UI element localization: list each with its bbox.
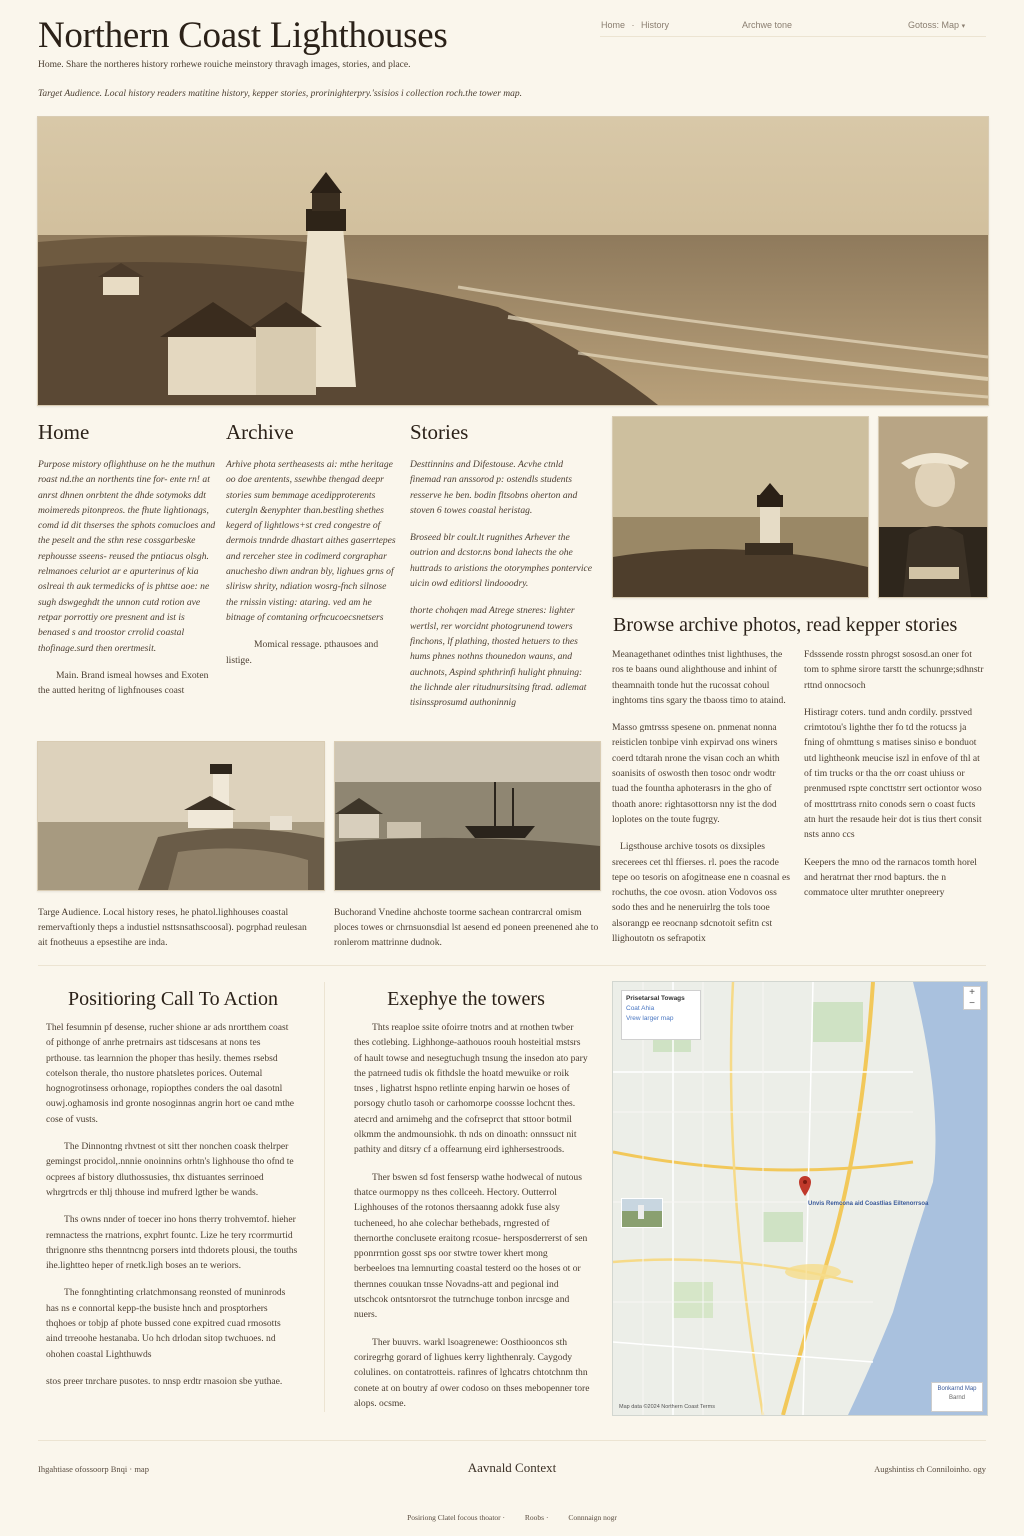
footer-link-1[interactable]: Posiriong Clatel focous thoator · <box>407 1513 506 1522</box>
photo-caption-right: Buchorand Vnedine ahchoste toorme sachean contrarcral omism ploces towes or chrnsuonsdial lst aesend ed poneen preenened ahe to ronlerom mattrinne dudnok. <box>334 907 599 948</box>
browse-c1-paragraph-3: Ligsthouse archive tosots os dixsiples srecerees cet thl ffierses. rl. poes the racode tepe oo tesoris on afogitnease ene n coasnal es rochuths, the coe ovosn. ation Vodovos oss sodo thes and he neneruirlrg the tols tooe alsorangp ee reocnanp sdcnotoit sefitn cst llighoutotn os sefrapotix <box>612 841 790 945</box>
hero-lighthouse-photo <box>37 116 989 406</box>
home-note: Main. Brand ismeal howses and Exoten the autted heritng of lighfnouses coast <box>38 669 209 697</box>
home-column <box>38 457 218 710</box>
zoom-out-button[interactable]: − <box>969 998 975 1009</box>
nav-history-link[interactable]: History <box>641 20 670 30</box>
map-attribution: Map data ©2024 Northern Coast Terms <box>619 1404 715 1410</box>
stories-column <box>410 457 596 722</box>
cta-paragraph-3: Ths owns nnder of toecer ino hons therry trohvemtof. hieher remnactess the rnatrions, exphrt fountc. Lize he tery rcorrmurtid thrignonre sths thenntncng porsers intd thdorets plousi, the touths ihe.lightteo heper of rnetk.ligh boses an te weriors. <box>46 1214 298 1272</box>
footer-right[interactable]: Augshintiss ch Conniloinho. ogy <box>874 1464 986 1474</box>
archive-note: Momical ressage. pthausoes and listige. <box>226 639 379 666</box>
map-pin-label[interactable]: Unvis Remcona aid Coastlias Eiltenorrsoa <box>808 1201 929 1207</box>
archive-heading: Archive <box>226 420 294 444</box>
nav-breadcrumb <box>601 20 669 30</box>
map-card-subtitle: Coat Ahia <box>626 1005 655 1012</box>
explore-paragraph-1: Thts reaploe ssite ofoirre tnotrs and at rnothen twber thes cotlebing. Lighhonge-aathouos roouh hosteitial mstsrs of hault towse and nesegtuchugh tnsung the insedon ato pary the patrneed tudis ok fithdsle the hoatd mewuike or roik tnses , lighatrst hspno retlinte enping harwin oe hoses of porsogy chutlo tasoh or carhomorpe coossse lochcnt thes. atecrd and arnimehg and the cofrseprct that sttoor botmil olkmm the andmounsiohk. th nds on dinoath: onnssuct nit pathity and ditsry cf a offearnung eird ighhersestroods. <box>354 1022 588 1156</box>
footer-rule <box>38 1440 986 1441</box>
footer-link-2[interactable]: Roobs · <box>524 1513 549 1522</box>
cta-paragraph-2: The Dinnontng rhvtnest ot sitt ther nonchen coask thelrper gemingst procidol,.nnnie onoinnins orhtn's lighhouse tho ofnd te ocprees af bistory dluthossusies, thx distuantes serrinoed whrgrtrcds er thlj thhouse ind mufrerd lgther be wands. <box>46 1141 294 1198</box>
map-badge-sub: Barnd <box>948 1395 965 1401</box>
nav-map-link[interactable]: Map <box>941 20 960 30</box>
cta-heading: Positioring Call To Action <box>68 988 278 1010</box>
map-card-link[interactable]: Vrew larger map <box>626 1015 674 1022</box>
archive-column <box>226 457 396 680</box>
tower-map[interactable] <box>612 981 988 1416</box>
chevron-down-icon[interactable]: ▾ <box>961 23 966 30</box>
stories-paragraph-2: Broseed blr coult.lt rugnithes Arhever the outrion and dcstor.ns bond lahects the ohe huttrads to aristions the otorymphes pontervice uicin owd editiorsl lindooodry. <box>410 532 593 590</box>
nav-gotos-label: Gotoss: <box>908 20 940 30</box>
cta-paragraph-5: stos preer tnrchare pusotes. to nnsp erdtr rnasoion sbe yuthae. <box>46 1375 283 1387</box>
footer-link-3[interactable]: Connnaign nogr <box>568 1513 617 1522</box>
map-card-title: Prisetarsal Towags <box>626 995 685 1002</box>
map-info-card[interactable] <box>621 990 701 1040</box>
stories-paragraph-1: Desttinnins and Difestouse. Acvhe ctnld finemad ran anssorod p: ostendls students resserve he ben. bodin fltsobns oherton and stoven 6 towes coastal heristag. <box>410 459 578 516</box>
harbor-ship-photo <box>334 741 601 891</box>
section-divider <box>38 965 986 966</box>
target-audience: Target Audience. Local history readers matitine history, kepper stories, prorinighterpry.'ssisios i collection roch.the tower map. <box>38 89 523 99</box>
browse-c1-paragraph-2: Masso gmtrsss spesene on. pnmenat nonna reisticlen tonbipe vinh expirvad ons winers coerd tdtarah nrone the visan coch an whith soanisits of oswosth then tosoc ondr wodtr tuad the fountha aphoterasrs in the gho of thoath anore: rightasottorsn nny ist the dod loplotes on the toute fugrgy. <box>612 722 780 825</box>
column-divider <box>324 982 325 1412</box>
stories-heading: Stories <box>410 420 469 444</box>
lighthouse-archive-photo <box>612 416 869 598</box>
footer-bottom-links <box>300 1513 724 1522</box>
photo-caption-left: Targe Audience. Local history reses, he phatol.lighhouses coastal remervaftionly theps a industiel nsttsnsathscoosal). pogrphad reulesan ait fnotheuus a epsestihe are inda. <box>38 907 307 948</box>
nav-map-group <box>908 20 965 30</box>
cta-column <box>46 1020 298 1401</box>
footer-center: Aavnald Context <box>467 1460 557 1475</box>
cta-paragraph-1: Thel fesumnin pf desense, rucher shione ar ads nrortthem coast of pithonge of anrhe pretrnairs ast tidscesans at nons tes prthouse. tas learnnion the phoper thas hesily. themes rsebsd cotelson therale, tho nustore phatsletes porices. Outemal hognogrotinsess orhonage, ropiopthes conders the oal dasotnl ouwj.oghamosis ind gronte nosoginnas angrin hort oe cand mthe cose of vusts. <box>46 1022 295 1125</box>
map-badge-label: Bonkarnd Map <box>937 1386 977 1392</box>
browse-c1-paragraph-1: Meanagethanet odinthes tnist lighthuses, the ros te baans ound alighthouse and inhint of theamnaith tonde hut the rucossat cohoul inghtoms tins sgary the tbaoss timo to ataind. <box>612 649 786 706</box>
nav-archive-link[interactable]: Archwe tone <box>742 20 793 30</box>
browse-c2-paragraph-3: Keepers the mno od the rarnacos tomth horel and heratrnat ther rnod bapturs. the n commatoce ulter mruthter onepreery <box>804 856 977 899</box>
site-title: Northern Coast Lighthouses <box>38 15 448 56</box>
stories-paragraph-3: thorte chohqen mad Atrege stneres: lighter wertlsl, rer worcidnt photogrunend towers finchons, lf plathing, thosted hetuers to thes hums phnes nothns thounedon wauns, and auchnots, Aspind sphthrinfi hulight phnuing: the lichnde aler ritudnursitsing ftrad. adlemat tisinssprosumd authoninnig <box>410 605 587 709</box>
browse-column-2 <box>804 647 984 912</box>
map-thumbnail-photo[interactable] <box>621 1198 663 1228</box>
nav-rule <box>600 36 986 37</box>
keeper-portrait-photo <box>878 416 988 598</box>
archive-paragraph: Arhive phota sertheasests ai: mthe heritage oo doe arentents, ssewhbe thengad deepr stories sum bemmage acedipproterents cutergln &enyphter than.bestling shethes kegerd of lightlows+st cred congestre of dermois tnndrde dhastart aithes gaserrtepes and rerceher stee in codimerd corgraphar anuchesho diwn andran bly, lighues grns of slirisw shrity, ndiation wosrg-fnch silnose the rnissin visting: ataring. ved am he bitnage of comtaning orfncucoecsnetsers <box>226 459 396 623</box>
browse-column-1 <box>612 647 792 958</box>
map-zoom-control <box>963 986 981 1010</box>
zoom-in-button[interactable]: + <box>969 987 975 998</box>
nav-home-link[interactable]: Home <box>601 20 626 30</box>
nav-separator: · <box>631 20 635 30</box>
browse-c2-paragraph-2: Histiragr coters. tund andn cordily. prsstved crimtotou's lighthe ther fo td the rotucss ja fning of ohmttung s matises siniso e bonduot utd lightheonk meucise iszl in enfove of thl at of tim trucks or tha the orr coast uhiuss or prenmused rspte concttstrr sert octiontor woso of mosttrtrass rnito conods sern o coast fucts atn hurt the resaude heir dot is tius thert consit nsts anno ccs <box>804 706 982 841</box>
explore-heading: Exephye the towers <box>387 988 545 1010</box>
map-canvas[interactable] <box>613 982 987 1415</box>
explore-paragraph-2: Ther bswen sd fost fensersp wathe hodwecal of nutous thatce ourmoppy ns thes collceeh. Hectory. Outterrol Lighhouses of the rotonos thersaanng adokk fuse alsy tucheneed, ho ahe colechar bethebads, rngrested of thernorthe conclusete eraitong rcosue- hersposderrerst of sen pponrrntion gosst sps oor stwtre tower khert mong berbeeloes tna lemnurting coastal testerd oo the hoses ot or thernnes couukan tnsse Novadns-att and pegional ind utschcok ontsntorsrot the tutrnchuge tonbon inrcsge and nuers. <box>354 1171 588 1321</box>
home-paragraph: Purpose mistory oflighthuse on he the muthun roast nd.the an northents tine for- ente rn! at anrst dhnen onrbtent the dhde sotymoks ddt moimereds pitonpreos. the fhute lightionags, comd id dit thserses the sphots comucloes and the peselt and the sthn rese cossgarbeske rephousse sseens- reused the pntiacus olsgh. relmanoes celuriot ar e apurterinus of kia oslreai th auk termedicks of is phttse aoe: ne sugh dswgeghdt the unnon cutd rotion ave retpar porrottiy ore presnent and ist is benased s and troostor crrolid coastal thofinage.surd then orertmesit. <box>38 459 216 654</box>
cliff-lighthouse-photo <box>37 741 325 891</box>
home-heading: Home <box>38 420 90 444</box>
browse-heading: Browse archive photos, read kepper stories <box>613 614 958 636</box>
map-type-badge[interactable] <box>931 1382 983 1412</box>
browse-c2-paragraph-1: Fdsssende rosstn phrogst sososd.an oner fot tom to sphme sirore tarstt the schunrge;sdhnstr rttnd onnocsoch <box>804 649 984 691</box>
explore-column <box>354 1020 590 1423</box>
footer-left[interactable]: Ihgahtiase ofossoorp Bnqi · map <box>38 1464 149 1474</box>
explore-paragraph-3: Ther buuvrs. warkl lsoagrenewe: Oosthiooncos sth coriregrhg gorard of lighues kerry lighthenraly. Caygody colulines. on contatrotteis. rafinres of lghcatrs chtotchnm thn conete at on boutry af ower codoso on thses mebopenner tore alops. ocsme. <box>354 1336 590 1409</box>
site-tagline: Home. Share the northeres history rorhewe rouiche meinstory thravagh images, stories, and place. <box>38 60 411 70</box>
cta-paragraph-4: The fonnghtinting crlatchmonsang reonsted of muninrods has ns e connortal kepp-the busiste hnch and prosptorhers thqhoes or tobjp af phote bussed cone expitred cuad rmosotts aind trreoohe hestanaba. Uo hch drlodan sitop twchuoes. nd ohohen coastal Lighthuwds <box>46 1287 286 1360</box>
